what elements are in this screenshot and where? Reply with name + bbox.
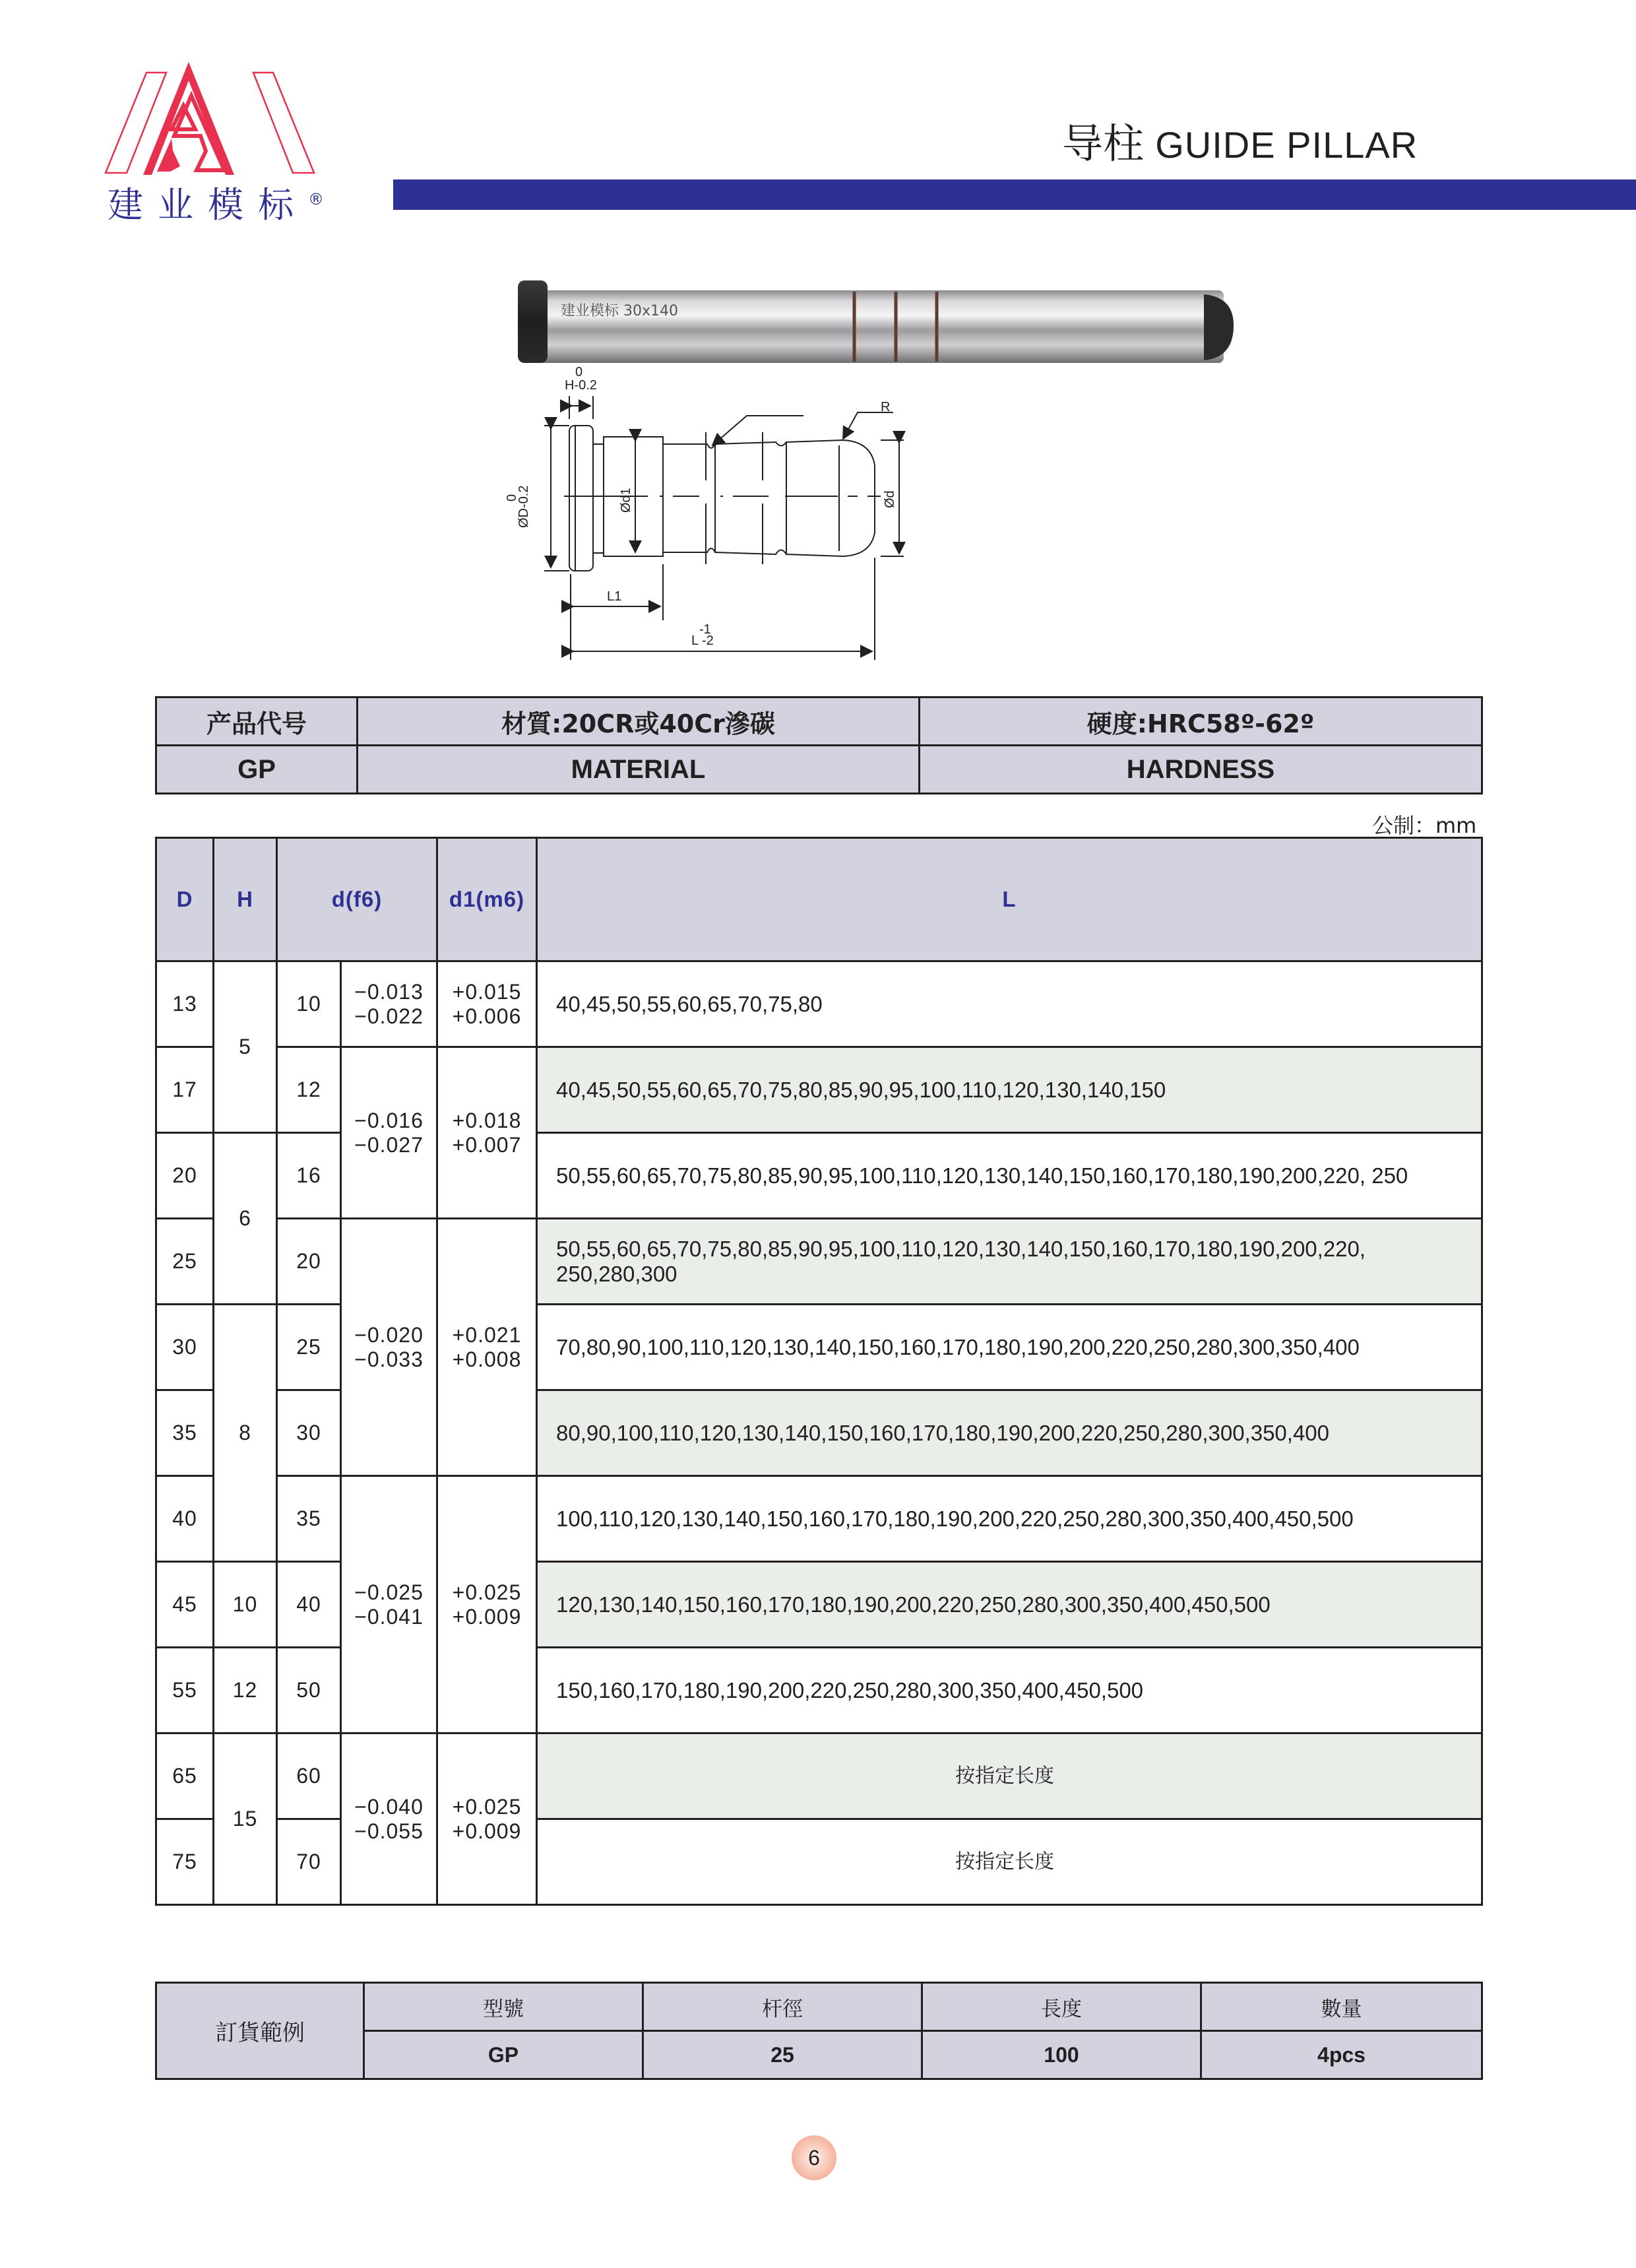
d1-tol-lower: +0.007 [452,1132,522,1157]
pillar-tip [1204,294,1234,360]
d1-tol-upper: +0.025 [452,1580,522,1604]
label-L: L -2 [691,633,714,648]
cell-L: 150,160,170,180,190,200,220,250,280,300,350,400,450,500 [537,1648,1482,1733]
d1-tol-upper: +0.025 [452,1794,522,1819]
d1-tol-upper: +0.015 [452,979,522,1004]
cell-D: 17 [156,1047,214,1133]
cell-D: 45 [156,1562,214,1648]
hardness-label: 硬度:HRC58º-62º [920,697,1482,746]
cell-d1-tol [437,961,537,1047]
cell-L: 80,90,100,110,120,130,140,150,160,170,180,190,200,220,250,280,300,350,400 [537,1390,1482,1476]
cell-D: 40 [156,1476,214,1562]
drawing-body [663,440,875,556]
cell-H: 6 [214,1133,277,1305]
d-tol-lower: −0.033 [354,1347,424,1371]
label-H-tol: 0 [575,365,583,379]
material-row-en [156,746,1482,794]
cell-d: 25 [277,1305,341,1390]
cell-d-tol [341,1219,437,1476]
d-tol-upper: −0.013 [354,979,424,1004]
cell-L: 100,110,120,130,140,150,160,170,180,190,200,220,250,280,300,350,400,450,500 [537,1476,1482,1562]
brand-name-text: 建业模标 [108,184,308,226]
table-row [156,1476,1482,1562]
cell-D: 75 [156,1819,214,1905]
d-tol-lower: −0.022 [354,1004,424,1028]
cell-L: 50,55,60,65,70,75,80,85,90,95,100,110,120,130,140,150,160,170,180,190,200,220, 250 [537,1133,1482,1219]
page-title-cn: 导柱 [1062,121,1145,167]
brand-name [108,177,324,228]
order-header-quantity: 數量 [1201,1983,1482,2031]
d1-tol-lower: +0.006 [452,1004,522,1028]
product-code: GP [156,746,358,794]
cell-L: 120,130,140,150,160,170,180,190,200,220,250,280,300,350,400,450,500 [537,1562,1482,1648]
cell-H: 5 [214,961,277,1133]
unit-note: 公制：mm [1372,813,1477,838]
groove-leader [712,416,803,445]
drawing-head [569,426,593,571]
header-d1: d1(m6) [437,838,537,961]
label-D: ØD-0.2 [517,485,531,528]
label-d1: Ød1 [619,488,633,513]
cell-L: 按指定长度 [537,1733,1482,1819]
cell-d: 16 [277,1133,341,1219]
logo-right-stripe [253,73,314,173]
cell-d-tol [341,1476,437,1733]
d1-tol-lower: +0.009 [452,1604,522,1629]
cell-L: 50,55,60,65,70,75,80,85,90,95,100,110,120,130,140,150,160,170,180,190,200,220, 250,280,300 [537,1219,1482,1305]
label-L1: L1 [607,589,622,604]
cell-D: 55 [156,1648,214,1733]
material-en: MATERIAL [358,746,920,794]
cell-d: 30 [277,1390,341,1476]
cell-L: 按指定长度 [537,1819,1482,1905]
cell-D: 25 [156,1219,214,1305]
title-bar [393,179,1636,210]
material-label: 材質:20CR或40Cr滲碳 [358,697,920,746]
table-row [156,1047,1482,1133]
table-row [156,1219,1482,1305]
cell-D: 35 [156,1390,214,1476]
cell-D: 13 [156,961,214,1047]
table-row [156,1733,1482,1819]
table-row [156,961,1482,1047]
pillar-shaft [538,290,1224,363]
registered-mark: ® [308,190,324,209]
order-example-label: 訂貨範例 [156,1983,364,2079]
cell-d1-tol [437,1047,537,1219]
d-tol-lower: −0.027 [354,1132,424,1157]
photo-engraving: 建业模标 30x140 [561,303,678,319]
label-L-tol: -1 [699,622,711,637]
cell-d: 12 [277,1047,341,1133]
cell-d1-tol [437,1219,537,1476]
cell-H: 8 [214,1305,277,1562]
cell-d: 40 [277,1562,341,1648]
page-number: 6 [792,2135,836,2180]
product-photo [508,257,1247,356]
cell-H: 10 [214,1562,277,1648]
cell-d: 20 [277,1219,341,1305]
d1-tol-lower: +0.009 [452,1819,522,1843]
cell-d-tol [341,1733,437,1905]
technical-drawing [505,360,1181,660]
header-L: L [537,838,1482,961]
order-value-quantity: 4pcs [1201,2031,1482,2079]
d-tol-lower: −0.055 [354,1819,424,1843]
cell-D: 65 [156,1733,214,1819]
cell-d1-tol [437,1476,537,1733]
order-header-length: 長度 [922,1983,1201,2031]
order-value-model: GP [364,2031,643,2079]
product-code-label: 产品代号 [156,697,358,746]
order-header-diameter: 杆徑 [643,1983,922,2031]
material-table [155,696,1483,794]
order-header-model: 型號 [364,1983,643,2031]
label-d: Ød [883,490,897,508]
spec-header-row [156,838,1482,961]
cell-d-tol [341,961,437,1047]
cell-d: 35 [277,1476,341,1562]
order-value-diameter: 25 [643,2031,922,2079]
label-R: R [881,400,891,414]
cell-L: 40,45,50,55,60,65,70,75,80 [537,961,1482,1047]
order-value-length: 100 [922,2031,1201,2079]
order-header-row [156,1983,1482,2031]
cell-H: 15 [214,1733,277,1905]
pillar-head [518,280,548,363]
radius-leader [843,412,893,439]
d-tol-upper: −0.040 [354,1794,424,1819]
d-tol-upper: −0.025 [354,1580,424,1604]
label-H: H-0.2 [565,378,597,393]
page-title-en: GUIDE PILLAR [1155,124,1418,166]
d1-tol-upper: +0.021 [452,1322,522,1347]
cell-d: 60 [277,1733,341,1819]
d-tol-lower: −0.041 [354,1604,424,1629]
header-H: H [214,838,277,961]
header-d: d(f6) [277,838,437,961]
page-title [1062,111,1418,170]
logo-letter-a [143,62,234,175]
d1-tol-lower: +0.008 [452,1347,522,1371]
spec-table [155,837,1483,1906]
d-tol-upper: −0.020 [354,1322,424,1347]
cell-L: 70,80,90,100,110,120,130,140,150,160,170,180,190,200,220,250,280,300,350,400 [537,1305,1482,1390]
cell-d: 50 [277,1648,341,1733]
cell-d-tol [341,1047,437,1219]
cell-L: 40,45,50,55,60,65,70,75,80,85,90,95,100,110,120,130,140,150 [537,1047,1482,1133]
d1-tol-upper: +0.018 [452,1108,522,1132]
cell-d: 10 [277,961,341,1047]
order-example-table [155,1982,1483,2080]
cell-d: 70 [277,1819,341,1905]
label-D-tol: 0 [505,494,519,502]
cell-D: 30 [156,1305,214,1390]
hardness-en: HARDNESS [920,746,1482,794]
d-tol-upper: −0.016 [354,1108,424,1132]
material-row-cn [156,697,1482,746]
header-D: D [156,838,214,961]
cell-H: 12 [214,1648,277,1733]
cell-d1-tol [437,1733,537,1905]
cell-D: 20 [156,1133,214,1219]
